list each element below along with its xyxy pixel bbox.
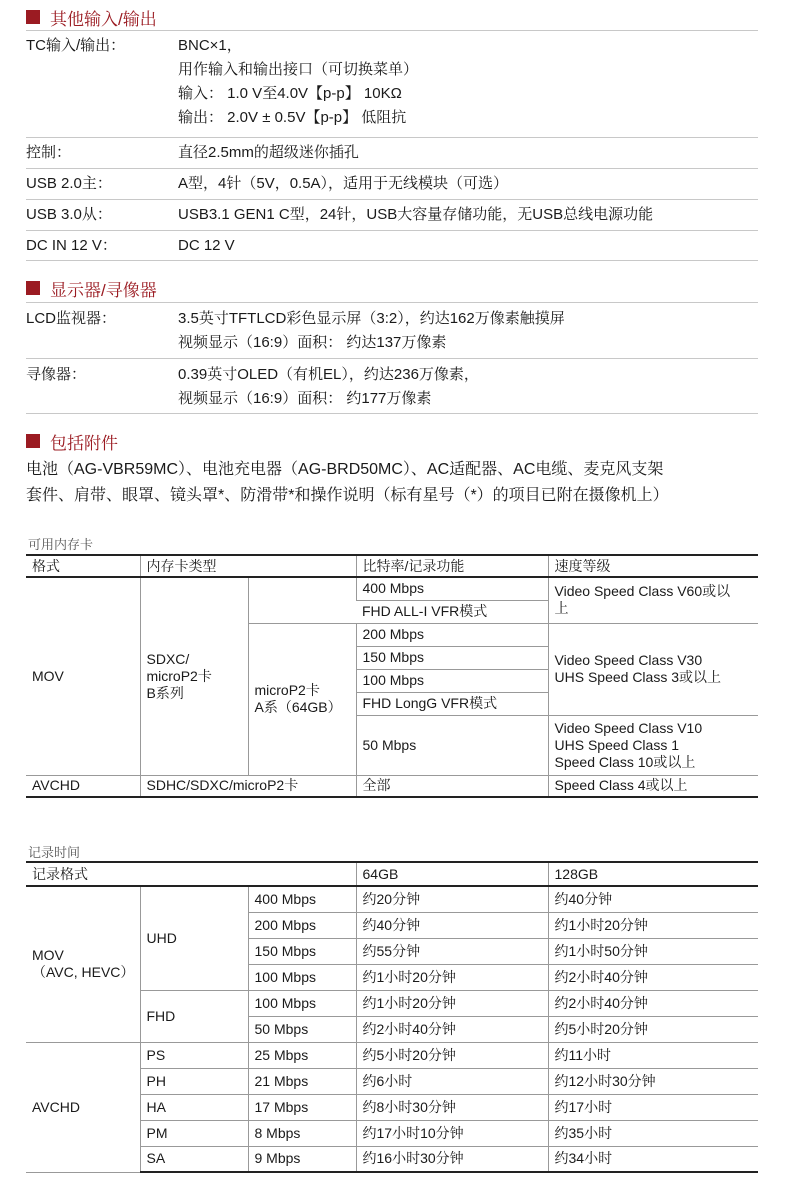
- table-cell: [548, 715, 758, 775]
- table-cell: 约8小时30分钟: [356, 1094, 548, 1120]
- spec-label: 寻像器：: [26, 366, 87, 383]
- table-cell: 约5小时20分钟: [548, 1016, 758, 1042]
- spec-line: 3.5英寸TFTLCD彩色显示屏（3:2），约达162万像素触摸屏: [178, 310, 565, 327]
- spec-label: TC输入/输出：: [26, 37, 126, 54]
- table-cell: 约40分钟: [356, 912, 548, 938]
- section-heading-accessories: [26, 429, 118, 453]
- divider: [26, 137, 758, 138]
- table-cell: 200 Mbps: [248, 912, 356, 938]
- table-cell: 9 Mbps: [248, 1146, 356, 1172]
- table-cell: 约1小时20分钟: [548, 912, 758, 938]
- table-cell: AVCHD: [26, 775, 140, 797]
- table-cell: 约2小时40分钟: [548, 990, 758, 1016]
- table-cell: 约55分钟: [356, 938, 548, 964]
- table-caption-cards: 可用内存卡: [28, 537, 94, 552]
- spec-value: [178, 203, 653, 227]
- table-cell: FHD LongG VFR模式: [356, 692, 548, 715]
- spec-row-tc: [26, 34, 758, 134]
- table-cell: AVCHD: [26, 1042, 140, 1172]
- spec-line: BNC×1，: [178, 37, 242, 54]
- divider: [26, 30, 758, 31]
- table-cell: PH: [140, 1068, 248, 1094]
- column-header: 内存卡类型: [140, 555, 356, 577]
- cell-line: A系（64GB）: [254, 699, 342, 715]
- table-cell: 21 Mbps: [248, 1068, 356, 1094]
- table-cell: [140, 577, 248, 775]
- table-cell: 17 Mbps: [248, 1094, 356, 1120]
- column-header: 比特率/记录功能: [356, 555, 548, 577]
- divider: [26, 260, 758, 261]
- table-row: [26, 1042, 758, 1068]
- spec-label: USB 3.0从：: [26, 206, 112, 223]
- table-cell: 约2小时40分钟: [356, 1016, 548, 1042]
- table-cell: 50 Mbps: [248, 1016, 356, 1042]
- column-header: 记录格式: [26, 862, 356, 886]
- cell-line: microP2卡: [146, 667, 212, 684]
- table-cell: 400 Mbps: [248, 886, 356, 912]
- table-cell: 约34小时: [548, 1146, 758, 1172]
- table-cell: 约1小时20分钟: [356, 990, 548, 1016]
- table-cell: 100 Mbps: [248, 990, 356, 1016]
- spec-label: USB 2.0主：: [26, 175, 112, 192]
- table-cell: Speed Class 4或以上: [548, 775, 758, 797]
- table-cell: [548, 623, 758, 715]
- accessories-text: [26, 457, 766, 509]
- square-bullet-icon: [26, 434, 40, 448]
- spec-value: [178, 234, 235, 258]
- spec-label: DC IN 12 V：: [26, 237, 117, 254]
- spec-line: 输出： 2.0V ± 0.5V【p-p】 低阻抗: [178, 109, 407, 126]
- table-cell: 约1小时50分钟: [548, 938, 758, 964]
- table-cell: 约17小时: [548, 1094, 758, 1120]
- table-cell: 约2小时40分钟: [548, 964, 758, 990]
- table-cell: 约16小时30分钟: [356, 1146, 548, 1172]
- spec-line: 用作输入和输出接口（可切换菜单）: [178, 61, 419, 78]
- column-header: 速度等级: [548, 555, 758, 577]
- spec-line: 视频显示（16:9）面积： 约177万像素: [178, 390, 432, 407]
- table-cell: PM: [140, 1120, 248, 1146]
- paragraph-line: 电池（AG-VBR59MC）、电池充电器（AG-BRD50MC）、AC适配器、AC电缆、麦克风支架: [26, 461, 664, 478]
- cell-line: （AVC, HEVC）: [32, 964, 135, 981]
- table-cell: 100 Mbps: [248, 964, 356, 990]
- section-title: 其他输入/输出: [50, 9, 157, 29]
- cell-line: Video Speed Class V10: [554, 719, 703, 736]
- section-title: 显示器/寻像器: [50, 280, 157, 300]
- divider: [26, 358, 758, 359]
- table-cell: FHD ALL-I VFR模式: [356, 600, 548, 623]
- column-header: 格式: [26, 555, 140, 577]
- table-cell: 约17小时10分钟: [356, 1120, 548, 1146]
- table-cell: 8 Mbps: [248, 1120, 356, 1146]
- cell-line: SDXC/: [146, 650, 190, 667]
- divider: [26, 230, 758, 231]
- table-cell: [248, 577, 356, 623]
- spec-line: A型，4针（5V，0.5A），适用于无线模块（可选）: [178, 175, 509, 192]
- table-cell: 50 Mbps: [356, 715, 548, 775]
- cell-line: UHS Speed Class 1: [554, 736, 680, 753]
- table-header-row: [26, 555, 758, 577]
- paragraph-line: 套件、肩带、眼罩、镜头罩*、防滑带*和操作说明（标有星号（*）的项目已附在摄像机上）: [26, 487, 669, 504]
- divider: [26, 199, 758, 200]
- table-cell: 100 Mbps: [356, 669, 548, 692]
- table-row: [26, 775, 758, 797]
- column-header: 128GB: [548, 862, 758, 886]
- spec-value: [178, 34, 418, 130]
- table-cell: [248, 623, 356, 775]
- cell-line: MOV: [32, 947, 64, 964]
- section-heading-display: [26, 276, 157, 300]
- divider: [26, 168, 758, 169]
- table-cell: 约1小时20分钟: [356, 964, 548, 990]
- table-cell: PS: [140, 1042, 248, 1068]
- square-bullet-icon: [26, 10, 40, 24]
- table-cell: MOV: [26, 577, 140, 775]
- memory-card-table: [26, 554, 758, 798]
- cell-line: microP2卡: [254, 682, 320, 698]
- spec-line: 视频显示（16:9）面积： 约达137万像素: [178, 334, 447, 351]
- spec-line: 输入： 1.0 V至4.0V【p-p】 10KΩ: [178, 85, 402, 102]
- cell-line: Video Speed Class V60或以: [554, 583, 731, 600]
- table-cell: HA: [140, 1094, 248, 1120]
- table-cell: 约6小时: [356, 1068, 548, 1094]
- table-cell: FHD: [140, 990, 248, 1042]
- spec-line: 0.39英寸OLED（有机EL），约达236万像素，: [178, 366, 479, 383]
- table-cell: [26, 886, 140, 1042]
- table-cell: 约5小时20分钟: [356, 1042, 548, 1068]
- table-cell: 约11小时: [548, 1042, 758, 1068]
- spec-line: USB3.1 GEN1 C型，24针，USB大容量存储功能，无USB总线电源功能: [178, 206, 654, 223]
- spec-line: 直径2.5mm的超级迷你插孔: [178, 144, 359, 161]
- spec-label: LCD监视器：: [26, 310, 117, 327]
- cell-line: 上: [554, 600, 569, 617]
- table-cell: 25 Mbps: [248, 1042, 356, 1068]
- table-cell: 400 Mbps: [356, 577, 548, 600]
- table-cell: 150 Mbps: [356, 646, 548, 669]
- table-row: [26, 886, 758, 912]
- cell-line: Speed Class 10或以上: [554, 753, 696, 770]
- recording-time-table: [26, 861, 758, 1173]
- table-caption-rec: 记录时间: [28, 845, 81, 860]
- table-cell: 约20分钟: [356, 886, 548, 912]
- cell-line: B系列: [146, 684, 184, 701]
- table-cell: 全部: [356, 775, 548, 797]
- table-cell: 150 Mbps: [248, 938, 356, 964]
- table-row: [26, 577, 758, 600]
- table-cell: SDHC/SDXC/microP2卡: [140, 775, 356, 797]
- table-header-row: [26, 862, 758, 886]
- cell-line: Video Speed Class V30: [554, 652, 703, 668]
- spec-value: [178, 172, 508, 196]
- cell-line: UHS Speed Class 3或以上: [554, 669, 722, 685]
- spec-value: [178, 363, 479, 411]
- table-cell: 200 Mbps: [356, 623, 548, 646]
- divider: [26, 302, 758, 303]
- column-header: 64GB: [356, 862, 548, 886]
- section-heading-io: [26, 5, 157, 29]
- spec-value: [178, 141, 359, 165]
- divider: [26, 413, 758, 414]
- table-cell: SA: [140, 1146, 248, 1172]
- spec-line: DC 12 V: [178, 237, 235, 254]
- table-cell: [548, 577, 758, 623]
- square-bullet-icon: [26, 281, 40, 295]
- table-cell: 约12小时30分钟: [548, 1068, 758, 1094]
- table-cell: 约35小时: [548, 1120, 758, 1146]
- table-cell: UHD: [140, 886, 248, 990]
- table-cell: 约40分钟: [548, 886, 758, 912]
- spec-label: 控制：: [26, 144, 72, 161]
- spec-value: [178, 307, 565, 355]
- section-title: 包括附件: [50, 433, 118, 453]
